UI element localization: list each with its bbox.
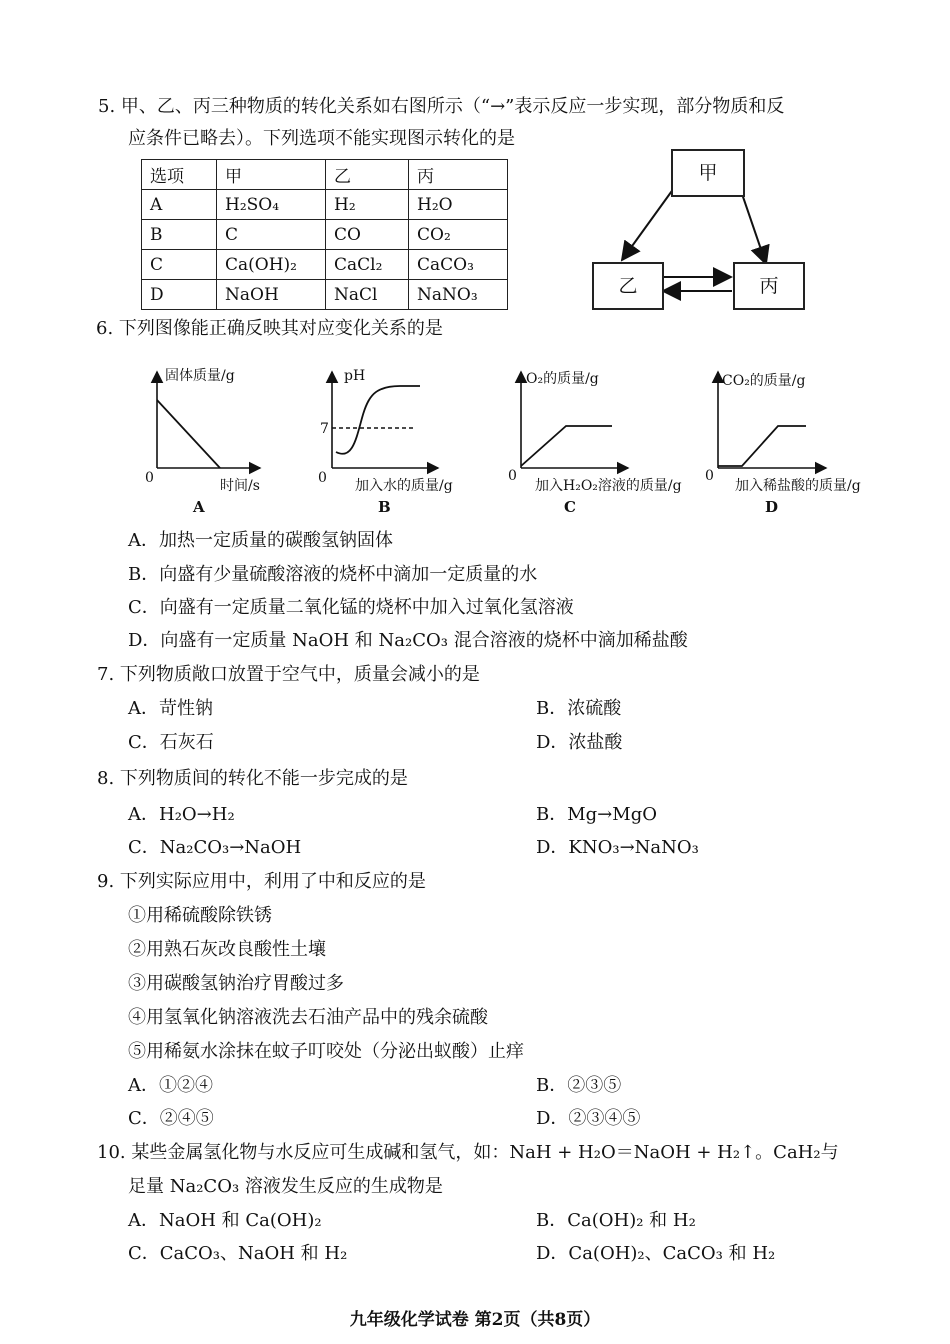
q7-option-c: C．石灰石 [128, 732, 214, 753]
q8-option-b: B．Mg→MgO [536, 804, 657, 825]
graph-c-xlabel: 加入H₂O₂溶液的质量/g [535, 478, 682, 494]
graph-d-letter: D [765, 498, 779, 516]
graph-d-ylabel: CO₂的质量/g [722, 373, 806, 389]
table-cell: 甲 [217, 160, 326, 190]
graph-b-ylabel: pH [344, 368, 366, 384]
table-cell: CO₂ [409, 220, 508, 250]
q9-item-3: ③用碳酸氢钠治疗胃酸过多 [128, 973, 344, 994]
box-bing: 丙 [733, 262, 805, 310]
q5-stem-line2: 应条件已略去）。下列选项不能实现图示转化的是 [128, 128, 515, 149]
table-cell: H₂O [409, 190, 508, 220]
table-cell: B [142, 220, 217, 250]
table-cell: CaCO₃ [409, 250, 508, 280]
q5-stem-line1: 5. 甲、乙、丙三种物质的转化关系如右图所示（“→”表示反应一步实现，部分物质和反 [98, 96, 785, 117]
table-cell: A [142, 190, 217, 220]
q6-option-a: A．加热一定质量的碳酸氢钠固体 [128, 530, 393, 551]
q6-option-c: C．向盛有一定质量二氧化锰的烧杯中加入过氧化氢溶液 [128, 597, 574, 618]
q10-option-c: C．CaCO₃、NaOH 和 H₂ [128, 1243, 348, 1264]
q7-option-a: A．苛性钠 [128, 698, 213, 719]
graph-a-letter: A [193, 498, 205, 516]
q7-stem: 7. 下列物质敞口放置于空气中，质量会减小的是 [97, 664, 480, 685]
q9-option-d: D．②③④⑤ [536, 1108, 641, 1129]
graph-b-tick-7: 7 [320, 421, 329, 437]
graph-c-curve [521, 426, 612, 466]
table-cell: CO [326, 220, 409, 250]
q10-stem-line2: 足量 Na₂CO₃ 溶液发生反应的生成物是 [128, 1176, 443, 1197]
graph-b [318, 368, 453, 516]
graph-d-xlabel: 加入稀盐酸的质量/g [735, 478, 861, 494]
q9-item-2: ②用熟石灰改良酸性土壤 [128, 939, 326, 960]
q6-option-d: D．向盛有一定质量 NaOH 和 Na₂CO₃ 混合溶液的烧杯中滴加稀盐酸 [128, 630, 688, 651]
graph-b-origin: 0 [318, 470, 327, 486]
table-cell: H₂ [326, 190, 409, 220]
q8-stem: 8. 下列物质间的转化不能一步完成的是 [97, 768, 408, 789]
graph-c [508, 371, 682, 516]
table-cell: CaCl₂ [326, 250, 409, 280]
q9-stem: 9. 下列实际应用中，利用了中和反应的是 [97, 871, 426, 892]
q6-stem: 6. 下列图像能正确反映其对应变化关系的是 [96, 318, 443, 339]
graph-d [705, 372, 861, 516]
q9-item-4: ④用氢氧化钠溶液洗去石油产品中的残余硫酸 [128, 1007, 488, 1028]
graph-b-curve [336, 386, 420, 454]
table-cell: 选项 [142, 160, 217, 190]
graph-a-xlabel: 时间/s [220, 478, 260, 494]
graph-a [145, 367, 260, 516]
graph-b-xlabel: 加入水的质量/g [355, 478, 453, 494]
graph-c-origin: 0 [508, 468, 517, 484]
graph-c-ylabel: O₂的质量/g [526, 371, 599, 387]
q8-option-c: C．Na₂CO₃→NaOH [128, 837, 302, 858]
graph-a-curve [157, 400, 220, 468]
q10-option-a: A．NaOH 和 Ca(OH)₂ [128, 1210, 322, 1231]
q9-item-5: ⑤用稀氨水涂抹在蚊子叮咬处（分泌出蚁酸）止痒 [128, 1041, 524, 1062]
table-cell: Ca(OH)₂ [217, 250, 326, 280]
graph-d-origin: 0 [705, 468, 714, 484]
box-yi: 乙 [592, 262, 664, 310]
box-jia: 甲 [671, 149, 745, 197]
q7-option-d: D．浓盐酸 [536, 732, 623, 753]
q10-option-b: B．Ca(OH)₂ 和 H₂ [536, 1210, 696, 1231]
q10-option-d: D．Ca(OH)₂、CaCO₃ 和 H₂ [536, 1243, 776, 1264]
q8-option-a: A．H₂O→H₂ [128, 804, 235, 825]
q7-option-b: B．浓硫酸 [536, 698, 622, 719]
q9-option-c: C．②④⑤ [128, 1108, 214, 1129]
q8-option-d: D．KNO₃→NaNO₃ [536, 837, 699, 858]
table-cell: C [217, 220, 326, 250]
table-cell: D [142, 280, 217, 310]
table-cell: C [142, 250, 217, 280]
q9-option-a: A．①②④ [128, 1075, 213, 1096]
table-cell: NaNO₃ [409, 280, 508, 310]
table-cell: 丙 [409, 160, 508, 190]
table-cell: 乙 [326, 160, 409, 190]
graph-b-letter: B [378, 498, 391, 516]
graph-a-ylabel: 固体质量/g [165, 368, 235, 384]
graph-c-letter: C [564, 498, 576, 516]
table-cell: NaOH [217, 280, 326, 310]
table-cell: H₂SO₄ [217, 190, 326, 220]
graph-d-curve [718, 426, 806, 466]
page-footer: 九年级化学试卷 第2页（共8页） [349, 1310, 601, 1330]
graph-a-origin: 0 [145, 470, 154, 486]
q9-option-b: B．②③⑤ [536, 1075, 622, 1096]
table-cell: NaCl [326, 280, 409, 310]
q9-item-1: ①用稀硫酸除铁锈 [128, 905, 272, 926]
q6-option-b: B．向盛有少量硫酸溶液的烧杯中滴加一定质量的水 [128, 564, 538, 585]
q10-stem-line1: 10. 某些金属氢化物与水反应可生成碱和氢气，如：NaH + H₂O＝NaOH + H₂↑。CaH₂与 [97, 1142, 839, 1163]
